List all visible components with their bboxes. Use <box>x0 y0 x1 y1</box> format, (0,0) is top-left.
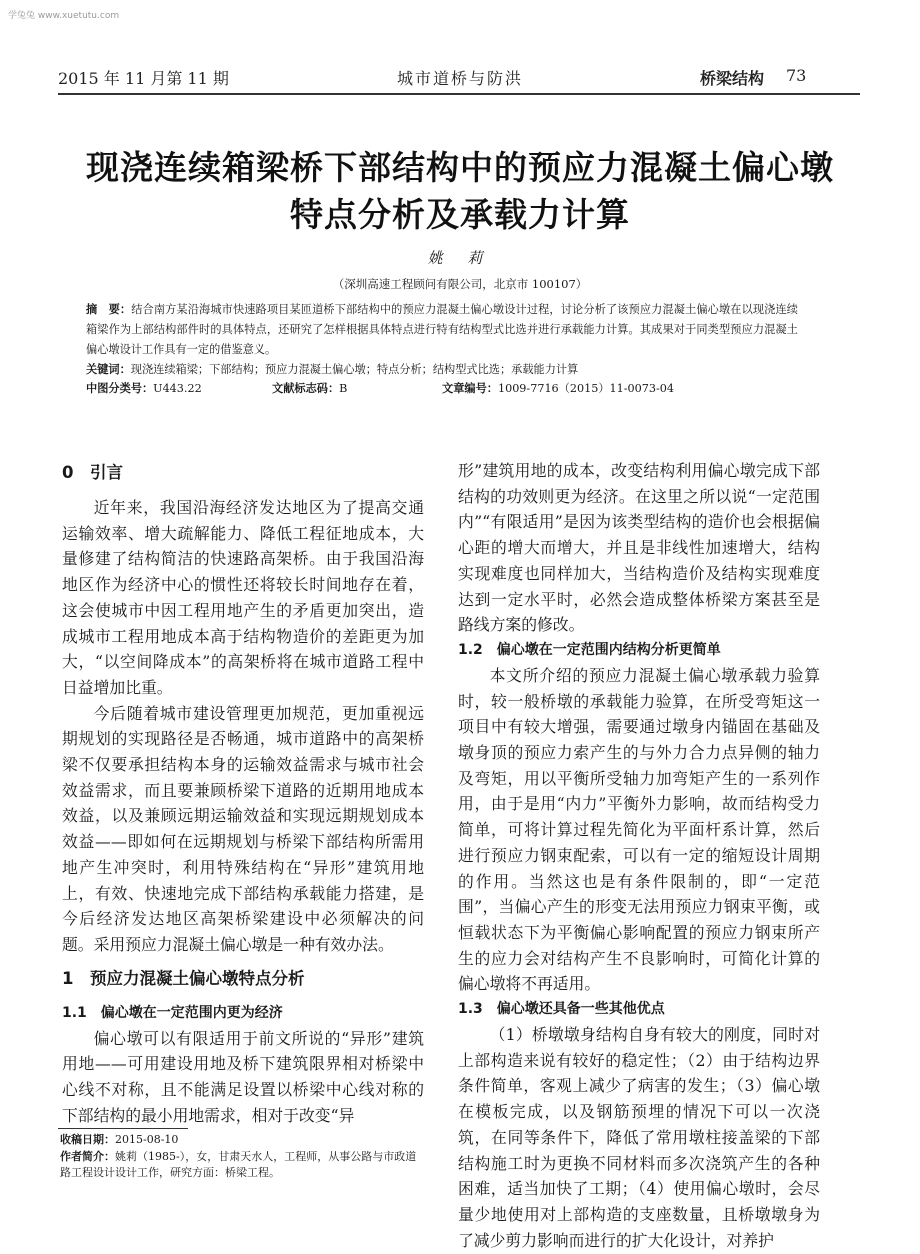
abstract-text: 结合南方某沿海城市快速路项目某匝道桥下部结构中的预应力混凝土偏心墩设计过程，讨论分析了该预应力混凝土偏心墩在以现浇连续箱梁作为上部结构部件时的具体特点，还研究了怎样根据具体特点进行特有结构型式比选并进行承载能力计算。其成果对于同类型预应力混凝土偏心墩设计工作具有一定的借鉴意义。 <box>86 303 798 356</box>
continued-paragraph: 形”建筑用地的成本，改变结构利用偏心墩完成下部结构的功效则更为经济。在这里之所以说“一定范围内”“有限适用”是因为该类型结构的造价也会根据偏心距的增大而增大，并且是非线性加速增大，结构实现难度也同样加大，当结构造价及结构实现难度达到一定水平时，必然会造成整体桥梁方案甚至是路线方案的修改。 <box>458 461 820 635</box>
right-column <box>458 458 820 1253</box>
issue-info: 2015 年 11 月第 11 期 <box>58 69 229 88</box>
author-bio: 作者简介：姚莉（1985-），女，甘肃天水人，工程师，从事公路与市政道路工程设计设计工作，研究方面：桥梁工程。 <box>60 1149 417 1179</box>
section-1-2-heading: 1.2 偏心墩在一定范围内结构分析更简单 <box>458 641 721 658</box>
header-rule <box>58 93 860 95</box>
title-line-1: 现浇连续箱梁桥下部结构中的预应力混凝土偏心墩 <box>86 148 834 187</box>
doc-code: 文献标志码：B <box>272 382 348 395</box>
article-number: 文章编号：1009-7716（2015）11-0073-04 <box>442 382 675 395</box>
keywords <box>86 360 798 380</box>
clc-number: 中图分类号：U443.22 <box>86 382 202 395</box>
keywords-text: 现浇连续箱梁；下部结构；预应力混凝土偏心墩；特点分析；结构型式比选；承载能力计算 <box>130 363 579 376</box>
section-0-paragraph-2: 今后随着城市建设管理更加规范，更加重视远期规划的实现路径是否畅通，城市道路中的高架桥梁不仅要承担结构本身的运输效益需求与城市社会效益需求，而且要兼顾桥梁下道路的近期用地成本效益，以及兼顾远期运输效益和实现远期规划成本效益——即如何在远期规划与桥梁下部结构所需用地产生冲突时，利用特殊结构在“异形”建筑用地上，有效、快速地完成下部结构承载能力搭建，是今后经济发达地区高架桥梁建设中必须解决的问题。采用预应力混凝土偏心墩是一种有效办法。 <box>62 703 424 954</box>
author: 姚 莉 <box>427 249 493 267</box>
abstract-label: 摘 要： <box>86 303 132 316</box>
keywords-label: 关键词： <box>86 363 131 376</box>
section-1-3-heading: 1.3 偏心墩还具备一些其他优点 <box>458 1001 665 1018</box>
footnote-rule <box>58 1128 188 1129</box>
footnote <box>60 1132 420 1182</box>
section-0-heading: 0 引言 <box>62 463 123 482</box>
section-1-1-heading: 1.1 偏心墩在一定范围内更为经济 <box>62 1004 283 1021</box>
section-1-3-paragraph-1: （1）桥墩墩身结构自身有较大的刚度，同时对上部构造来说有较好的稳定性；（2）由于结构边界条件简单，客观上减少了病害的发生；（3）偏心墩在模板完成，以及钢筋预埋的情况下可以一次浇筑，在同等条件下，降低了常用墩柱接盖梁的下部结构施工时为更换不同材料而多次浇筑产生的各种困难，适当加快了工期；（4）使用偏心墩时，会尽量少地使用对上部构造的支座数量，且桥墩墩身为了减少剪力影响而进行的扩大化设计，对养护 <box>458 1025 820 1250</box>
section-name: 桥梁结构 <box>700 69 765 88</box>
received-date: 收稿日期：2015-08-10 <box>60 1133 179 1146</box>
section-1-1-paragraph-1: 偏心墩可以有限适用于前文所说的“异形”建筑用地——可用建设用地及桥下建筑限界相对桥梁中心线不对称，且不能满足设置以桥梁中心线对称的下部结构的最小用地需求，相对于改变“异 <box>62 1028 424 1125</box>
journal-name: 城市道桥与防洪 <box>396 69 523 88</box>
section-0-paragraph-1: 近年来，我国沿海经济发达地区为了提高交通运输效率、增大疏解能力、降低工程征地成本，大量修建了结构简洁的快速路高架桥。由于我国沿海地区作为经济中心的惯性还将较长时间地存在着，这会使城市中因工程用地产生的矛盾更加突出，造成城市工程用地成本高于结构物造价的差距更为加大，“以空间降成本”的高架桥将在城市道路工程中日益增加比重。 <box>62 498 424 697</box>
title-line-2: 特点分析及承载力计算 <box>290 195 630 234</box>
abstract <box>86 300 798 360</box>
watermark: 学兔兔 www.xuetutu.com <box>8 11 120 21</box>
affiliation: （深圳高速工程顾问有限公司，北京市 100107） <box>332 277 588 291</box>
section-1-2-paragraph-1: 本文所介绍的预应力混凝土偏心墩承载力验算时，较一般桥墩的承载能力验算，在所受弯矩这一项目中有较大增强，需要通过墩身内锚固在基础及墩身顶的预应力索产生的与外力合力点异侧的轴力及弯矩，用以平衡所受轴力加弯矩产生的一系列作用，由于是用“内力”平衡外力影响，故而结构受力简单，可将计算过程先简化为平面杆系计算，然后进行预应力钢束配索，可以有一定的缩短设计周期的作用。当然这也是有条件限制的，即“一定范围”，当偏心产生的形变无法用预应力钢束平衡，或恒载状态下为平衡偏心影响配置的预应力钢束所产生的应力会对结构产生不良影响时，可简化计算的偏心墩将不再适用。 <box>458 665 820 994</box>
page-number: 73 <box>786 66 807 85</box>
section-1-heading: 1 预应力混凝土偏心墩特点分析 <box>62 968 305 988</box>
left-column <box>62 458 424 1128</box>
